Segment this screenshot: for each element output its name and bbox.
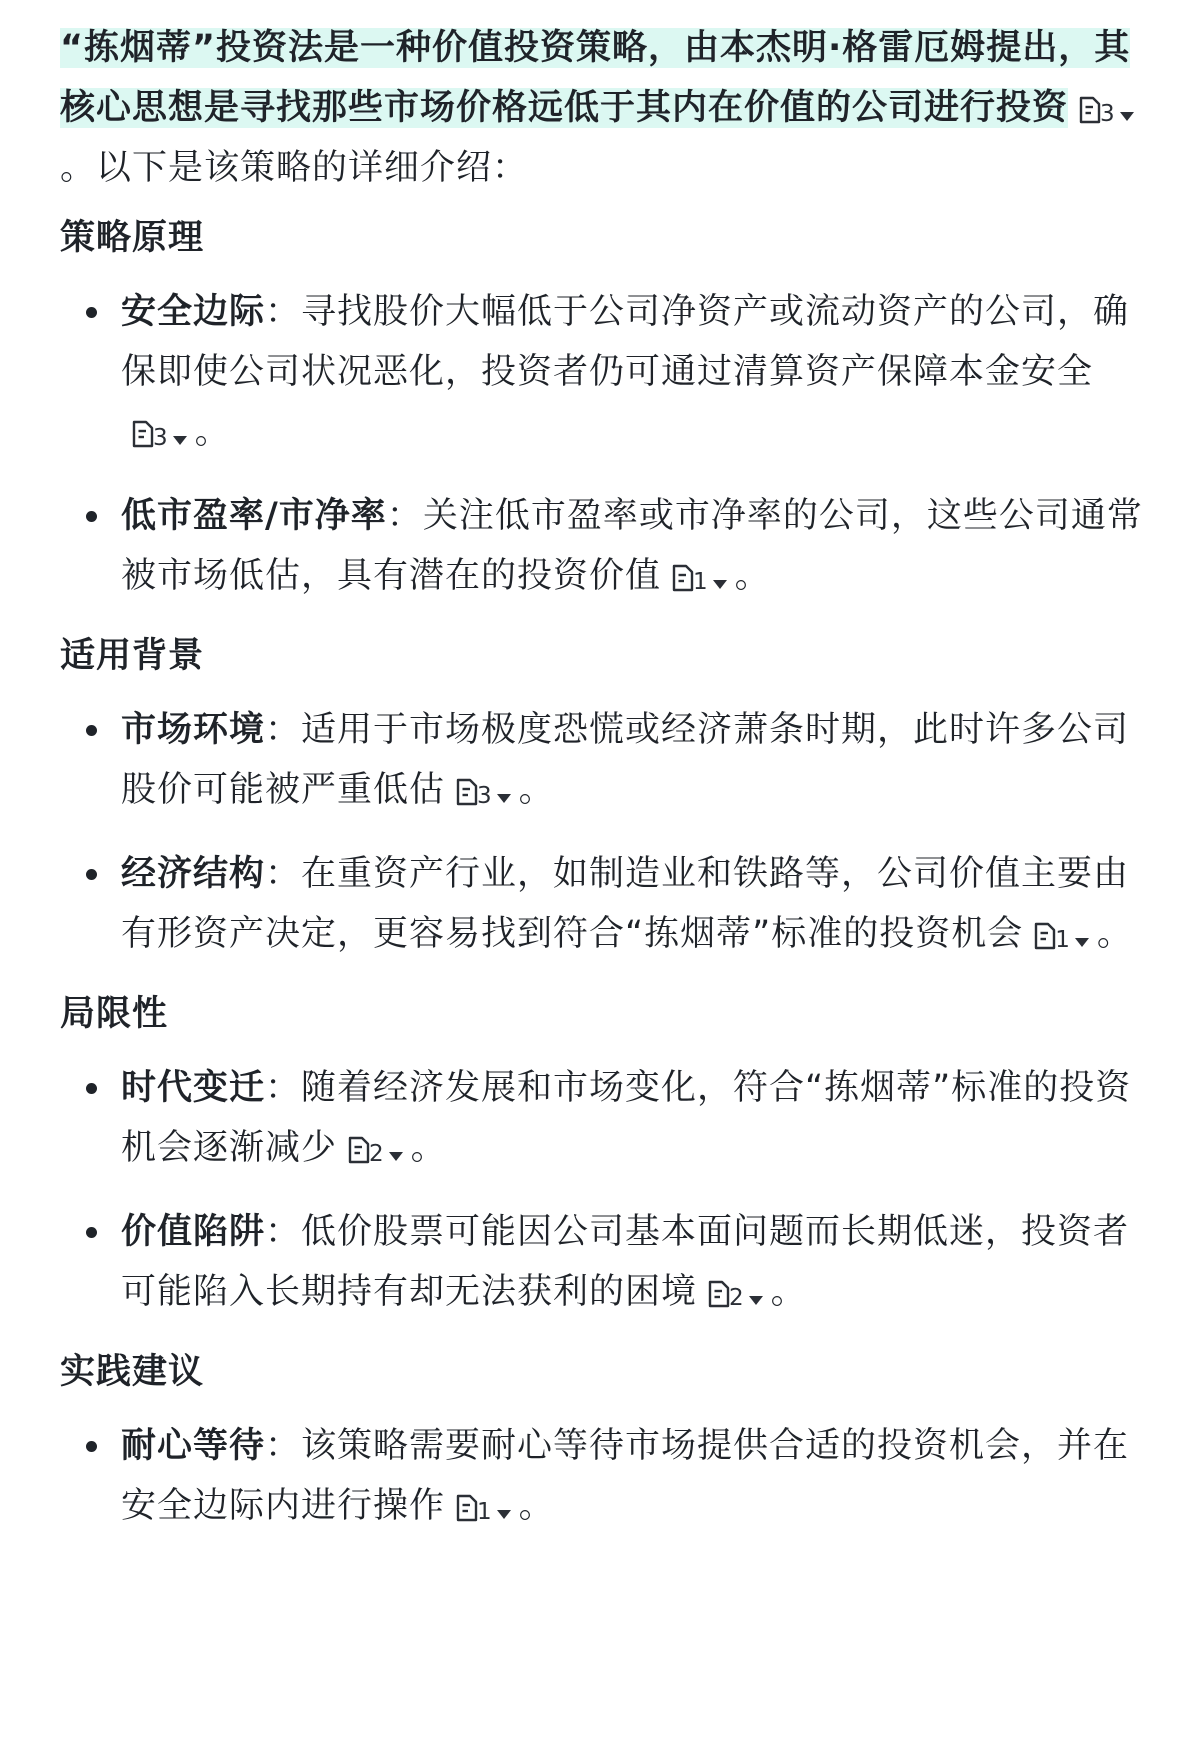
bullet-dot [86,725,97,736]
item-text: 该策略需要耐心等待市场提供合适的投资机会，并在安全边际内进行操作 [121,1426,1130,1526]
citation-count: 2 [729,1285,745,1311]
citation-count: 1 [1055,927,1071,953]
item-text: 寻找股价大幅低于公司净资产或流动资产的公司，确保即使公司状况恶化，投资者仍可通过清算资产保障本金安全 [121,292,1130,392]
item-separator: ： [265,854,302,894]
citation-button[interactable] [347,1135,403,1165]
item-separator: ： [265,1426,302,1466]
section-title: 局限性 [60,994,169,1034]
citation-count: 2 [369,1141,385,1167]
item-end: 。 [518,1486,555,1526]
item-separator: ： [265,292,302,332]
item-term: 价值陷阱 [121,1212,266,1252]
list-item [60,1416,1145,1536]
list-item [60,700,1145,820]
section-title: 实践建议 [60,1352,205,1392]
chevron-down-icon [713,580,727,589]
chevron-down-icon [389,1152,403,1161]
citation-count: 3 [153,425,169,451]
list-item [60,1202,1145,1322]
citation-count: 3 [1100,101,1116,127]
citation-button[interactable] [455,1493,511,1523]
chevron-down-icon [497,1510,511,1519]
bullet-list [60,1058,1145,1322]
item-end: 。 [194,412,231,452]
item-text: 随着经济发展和市场变化，符合“拣烟蒂”标准的投资机会逐渐减少 [121,1068,1132,1168]
bullet-dot [86,1083,97,1094]
item-separator: ： [265,1068,302,1108]
bullet-dot [86,869,97,880]
item-term: 经济结构 [121,854,266,894]
citation-button[interactable] [131,419,187,449]
chevron-down-icon [1075,938,1089,947]
citation-button[interactable] [455,777,511,807]
section-title: 适用背景 [60,636,205,676]
intro-highlight: “拣烟蒂”投资法是一种价值投资策略，由本杰明·格雷厄姆提出，其核心思想是寻找那些市场价格远低于其内在价值的公司进行投资 [60,28,1131,128]
list-item [60,1058,1145,1178]
intro-paragraph [60,18,1145,198]
item-text: 在重资产行业，如制造业和铁路等，公司价值主要由有形资产决定，更容易找到符合“拣烟蒂”标准的投资机会 [121,854,1130,954]
item-term: 安全边际 [121,292,266,332]
item-text: 适用于市场极度恐慌或经济萧条时期，此时许多公司股价可能被严重低估 [121,710,1130,810]
citation-count: 1 [477,1499,493,1525]
item-text: 关注低市盈率或市净率的公司，这些公司通常被市场低估，具有潜在的投资价值 [121,496,1143,596]
bullet-dot [86,1227,97,1238]
answer-content [60,18,1145,1560]
citation-button[interactable] [1033,921,1089,951]
citation-button[interactable] [707,1279,763,1309]
bullet-dot [86,1441,97,1452]
chevron-down-icon [1120,112,1134,121]
item-text: 低价股票可能因公司基本面问题而长期低迷，投资者可能陷入长期持有却无法获利的困境 [121,1212,1130,1312]
item-end: 。 [734,556,771,596]
bullet-list [60,282,1145,606]
item-term: 市场环境 [121,710,266,750]
item-term: 耐心等待 [121,1426,266,1466]
bullet-list [60,1416,1145,1536]
section-title: 策略原理 [60,218,205,258]
item-separator: ： [265,1212,302,1252]
bullet-dot [86,511,97,522]
item-term: 低市盈率/市净率 [121,496,387,536]
item-end: 。 [518,770,555,810]
bullet-dot [86,307,97,318]
list-item [60,282,1145,462]
item-separator: ： [386,496,423,536]
chevron-down-icon [749,1296,763,1305]
item-end: 。 [1096,914,1133,954]
list-item [60,486,1145,606]
citation-button[interactable] [671,563,727,593]
item-end: 。 [770,1272,807,1312]
chevron-down-icon [173,436,187,445]
bullet-list [60,700,1145,964]
item-separator: ： [265,710,302,750]
intro-tail: 。以下是该策略的详细介绍： [60,148,529,188]
citation-count: 3 [477,783,493,809]
chevron-down-icon [497,794,511,803]
list-item [60,844,1145,964]
citation-count: 1 [693,569,709,595]
item-term: 时代变迁 [121,1068,266,1108]
citation-button[interactable] [1078,95,1134,125]
item-end: 。 [410,1128,447,1168]
